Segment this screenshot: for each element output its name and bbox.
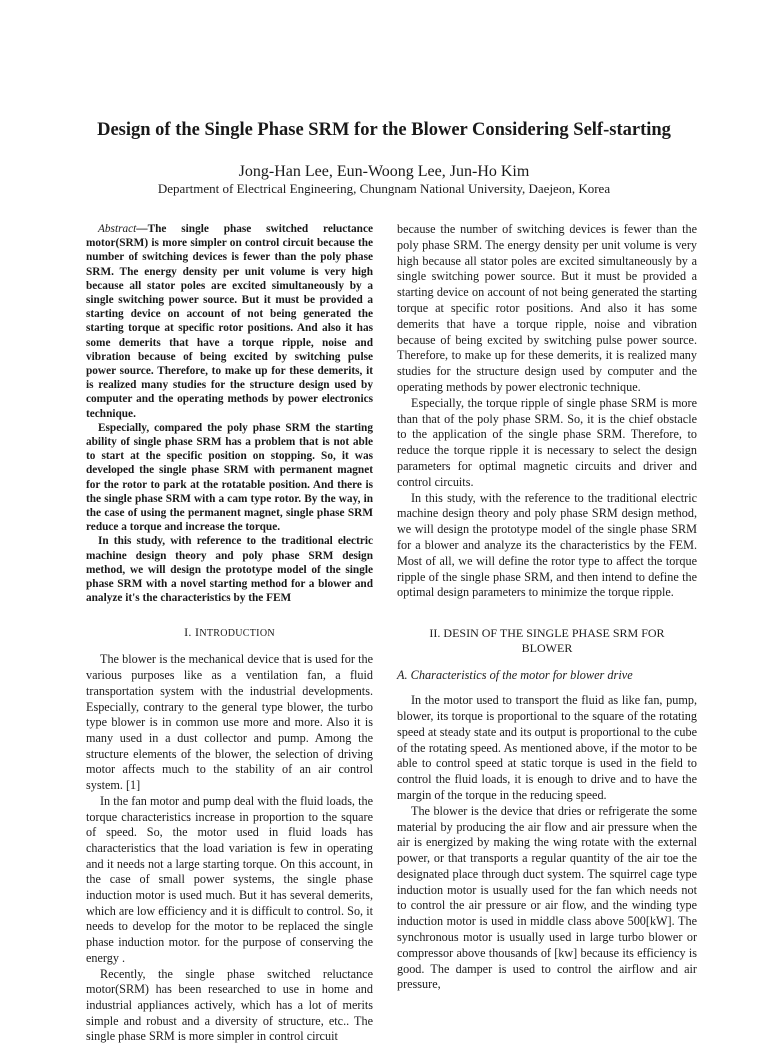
- abstract-paragraph-1: [86, 222, 373, 421]
- introduction-body: [86, 652, 373, 1045]
- right-paragraph-2: Especially, the torque ripple of single phase SRM is more than that of the poly phase SRM. So, it is the chief obstacle to the application of the single phase SRM. Therefore, to reduce the torque ripple it is necessary to select the design parameters for optimal magnetic circuits and driver and control circuits.: [397, 395, 697, 489]
- abstract: [86, 222, 373, 605]
- section-heading-line-1: II. DESIN OF THE SINGLE PHASE SRM FOR: [429, 626, 665, 641]
- section-heading-initial: I: [195, 625, 200, 640]
- intro-paragraph-3: Recently, the single phase switched reluctance motor(SRM) has been researched to use in home and industrial appliances actively, which has a lot of merits simple and robust and a diversity of structure, etc.. The single phase SRM is more simpler in control circuit: [86, 966, 373, 1044]
- section-numeral: I.: [184, 625, 192, 640]
- left-column: [86, 222, 373, 1045]
- subsection-heading: A. Characteristics of the motor for blower drive: [397, 668, 633, 683]
- right-paragraph-5: The blower is the device that dries or refrigerate the some material by producing the air flow and air pressure when the air is energized by making the wing rotate with the external power, or that transports a regular quantity of the air toe the designated place through duct system. The squirrel cage type induction motor is usually used for the fan which needs not to control the air pressure or air flow, and the winding type induction motor is used in middle class above 500[kW]. The synchronous motor is usually used in large turbo blower or compressor above thousands of [kw] because its efficiency is good. The damper is used to control the airflow and air pressure,: [397, 803, 697, 992]
- right-column-body: [397, 222, 697, 601]
- right-paragraph-3: In this study, with the reference to the traditional electric machine design theory and poly phase SRM design method, we will design the prototype model of the single phase SRM for a blower and analyze its the characteristics by the FEM. Most of all, we will define the rotor type to affect the torque ripple of the single phase SRM, and then intend to define the optimal design parameters to minimize the torque ripple.: [397, 490, 697, 600]
- abstract-paragraph-3: In this study, with reference to the traditional electric machine design theory and poly phase SRM design method, we will design the prototype model of the single phase SRM with a novel starting method for a blower and analyze it's the characteristics by the FEM: [86, 535, 373, 605]
- section-heading-line-2: BLOWER: [521, 641, 573, 656]
- abstract-text-1: —The single phase switched reluctance motor(SRM) is more simpler on control circuit because the number of switching devices is fewer than the poly phase SRM. The energy density per unit volume is very high because all stator poles are excited simultaneously by a single switching power source. But it must be provided a starting device on account of not being generated the starting torque at specific rotor positions. And also it has some demerits that have a torque ripple, noise and vibration because of being excited by switching pulse power source. Therefore, to make up for these demerits, it is realized many studies for the structure design used by computer and the operating methods by power electronics technique.: [86, 223, 373, 420]
- abstract-lead: Abstract: [98, 223, 137, 235]
- right-column: [397, 222, 697, 993]
- section-heading-design: [397, 626, 697, 656]
- intro-paragraph-2: In the fan motor and pump deal with the fluid loads, the torque characteristics increase in proportion to the square of speed. So, the motor used in fluid loads has characteristics that the load variation is few in operating and it needs not a large starting torque. On this account, in the case of small power systems, the single phase induction motor is used much. But it has several demerits, which are low efficiency and it is difficult to control. So, it needs to develop for the motor to be replaced the single phase induction motor. for the purpose of conserving the energy .: [86, 793, 373, 965]
- paper-title: Design of the Single Phase SRM for the Blower Considering Self-starting: [97, 120, 671, 140]
- intro-paragraph-1: The blower is the mechanical device that is used for the various purposes like as a ventilation fan, a fluid transportation system with the industrial developments. Especially, contrary to the general type blower, the turbo type blower is in common use more and more. Also it is many used in a dust collector and pump. Among the structure elements of the blower, the selection of driving motor affects much to the stability of an air control system. [1]: [86, 652, 373, 793]
- right-paragraph-4: In the motor used to transport the fluid as like fan, pump, blower, its torque is proportional to the square of the rotating speed at steady state and its output is proportional to the cube of the rotating speed. As mentioned above, if the motor to be able to control speed at static torque is used in the field to control the fluid loads, it is enough to drive and to have the margin of the torque in the reducing speed.: [397, 693, 697, 802]
- section-heading-introduction: [86, 625, 373, 640]
- section-heading-rest: NTRODUCTION: [199, 628, 275, 640]
- affiliation: Department of Electrical Engineering, Chungnam National University, Daejeon, Korea: [157, 181, 611, 196]
- continued-paragraph: because the number of switching devices is fewer than the poly phase SRM. The energy density per unit volume is very high because all stator poles are excited simultaneously by a single switching power source. But it must be provided a starting device on account of not being generated the starting torque at specific rotor positions. And also it has some demerits that have a torque ripple, noise and vibration because of being excited by switching pulse power source. Therefore, to make up for these demerits, it is realized many studies for the structure design used by computer and the operating methods by power electronic technique.: [397, 222, 697, 394]
- subsection-body: [397, 693, 697, 993]
- author-list: Jong-Han Lee, Eun-Woong Lee, Jun-Ho Kim: [238, 163, 530, 180]
- abstract-paragraph-2: Especially, compared the poly phase SRM the starting ability of single phase SRM has a problem that is not able to start at the specific position on stopping. So, it was developed the single phase SRM with permanent magnet for the rotor to park at the rotatable position. And there is the single phase SRM with a cam type rotor. By the way, in the case of using the permanent magnet, single phase SRM reduce a torque and increase the torque.: [86, 421, 373, 534]
